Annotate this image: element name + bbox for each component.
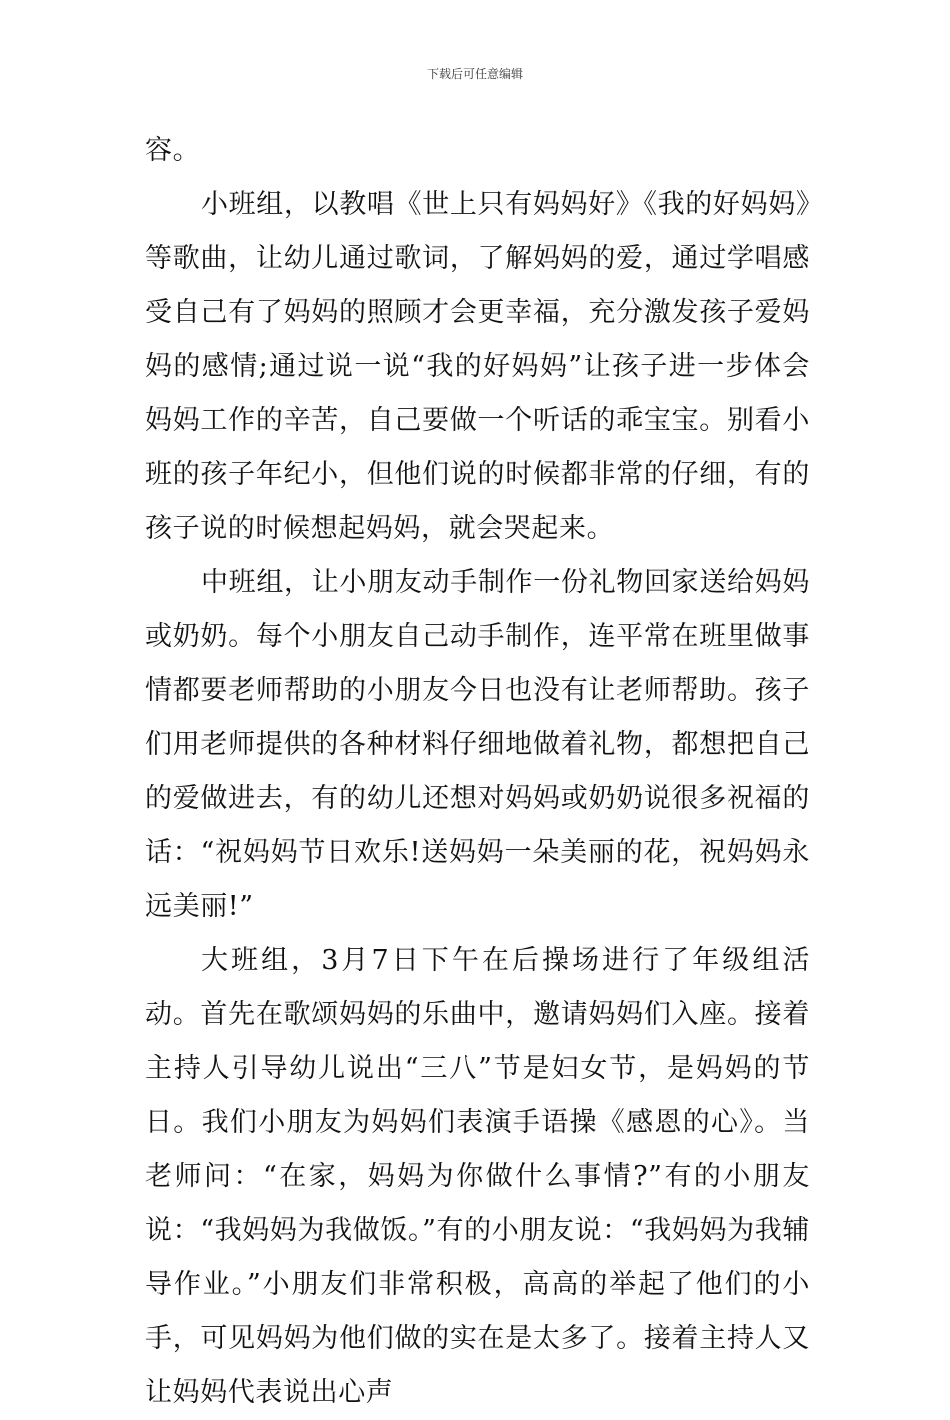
paragraph-small-class: 小班组，以教唱《世上只有妈妈好》《我的好妈妈》等歌曲，让幼儿通过歌词，了解妈妈的爱，通过学唱感受自己有了妈妈的照顾才会更幸福，充分激发孩子爱妈妈的感情;通过说一说“我的好妈妈”让孩子进一步体会妈妈工作的辛苦，自己要做一个听话的乖宝宝。别看小班的孩子年纪小，但他们说的时候都非常的仔细，有的孩子说的时候想起妈妈，就会哭起来。 [145, 189, 810, 544]
paragraph-large-class: 大班组，3月7日下午在后操场进行了年级组活动。首先在歌颂妈妈的乐曲中，邀请妈妈们入座。接着主持人引导幼儿说出“三八”节是妇女节，是妈妈的节日。我们小朋友为妈妈们表演手语操《感恩的心》。当老师问：“在家，妈妈为你做什么事情?”有的小朋友说：“我妈妈为我做饭。”有的小朋友说：“我妈妈为我辅导作业。”小朋友们非常积极，高高的举起了他们的小手，可见妈妈为他们做的实在是太多了。接着主持人又让妈妈代表说出心声 [145, 945, 810, 1408]
document-body [145, 124, 810, 1420]
paragraph-middle-class: 中班组，让小朋友动手制作一份礼物回家送给妈妈或奶奶。每个小朋友自己动手制作，连平常在班里做事情都要老师帮助的小朋友今日也没有让老师帮助。孩子们用老师提供的各种材料仔细地做着礼物，都想把自己的爱做进去，有的幼儿还想对妈妈或奶奶说很多祝福的话：“祝妈妈节日欢乐!送妈妈一朵美丽的花，祝妈妈永远美丽!” [145, 567, 810, 922]
page-header: 下载后可任意编辑 [426, 67, 523, 81]
paragraph-continuation: 容。 [145, 135, 201, 166]
